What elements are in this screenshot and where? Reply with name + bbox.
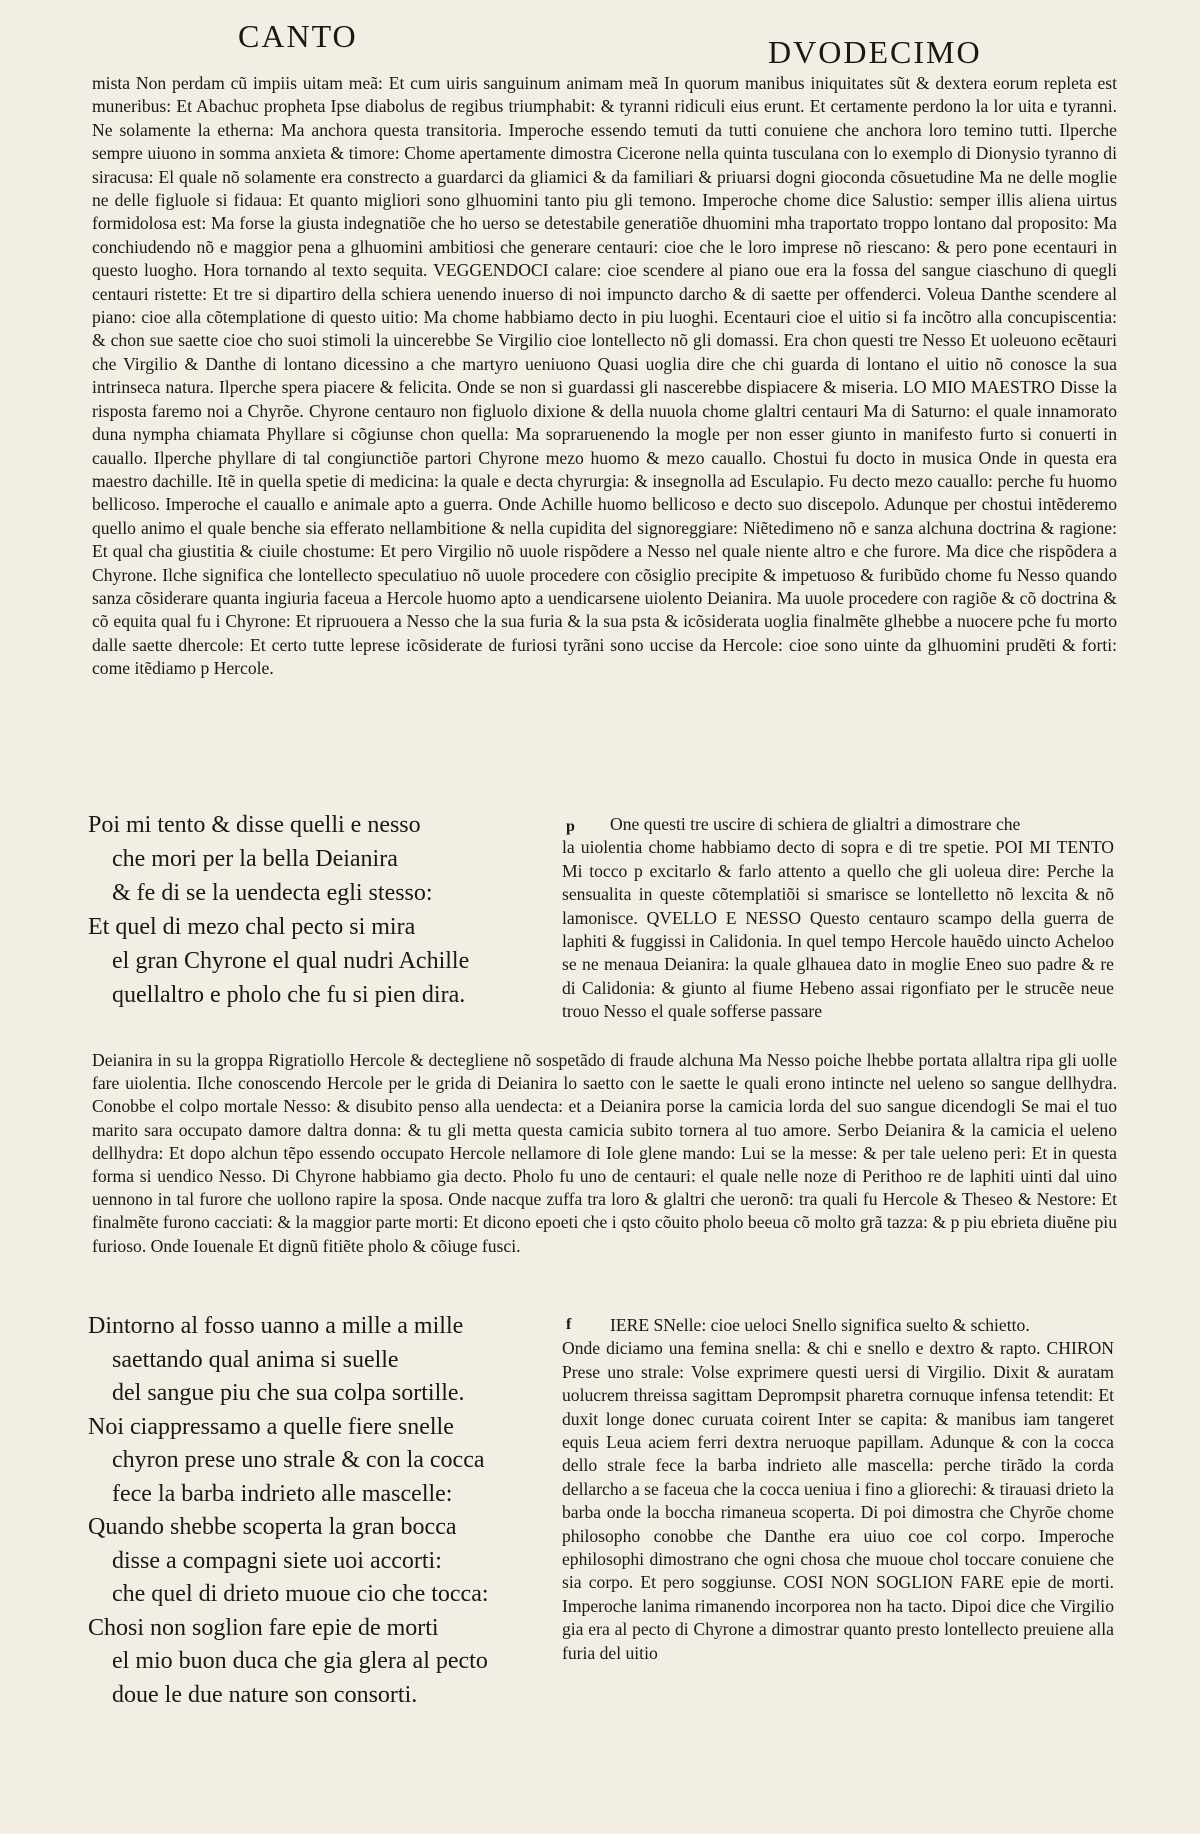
verse-line: fece la barba indrieto alle mascelle: xyxy=(112,1480,453,1507)
commentary-top-text: mista Non perdam cũ impiis uitam meã: Et cum uiris sanguinum animam meã In quorum manibus iniquitates sũt & dextera eorum repleta est muneribus: Et Abachuc propheta Ipse diabolus de regibus triumphabit: & tyranni ridiculi eius erunt. Et certamente perdono la lor uita e tyranni. Ne solamente la etherna: Ma anchora questa transitoria. Imperoche essendo temuti da tutti conuiene che anchora loro temino tutti. Ilperche sempre uiuono in somma anxieta & timore: Chome apertamente dimostra Cicerone nella quinta tusculana con lo exemplo di Dionysio tyranno di siracusa: El quale nõ solamente era constrecto a guardarci da gliamici & da familiari & priuarsi dogni gioconda cõsuetudine Ma ne delle moglie ne delle figluole si fidaua: Et quanto migliori sono glhuomini tanto piu gli temono. Imperoche chome dice Salustio: semper illis aliena uirtus formidolosa est: Ma forse la giusta indegnatiõe che ho uerso se detestabile generatiõe dhuomini mha traportato troppo lontano dal proposito: Ma conchiudendo nõ e maggior pena a glhuomini ambitiosi che generare centauri: cioe che le loro imprese nõ riescano: & pero pone ecentauri in questo luogho. Hora tornando al texto sequita. VEGGENDOCI calare: cioe scendere al piano oue era la fossa del sangue ciaschuno di quegli centauri ristette: Et tre si dipartiro della schiera uenendo inuerso di noi impuncto darcho & di saette per offenderci. Voleua Danthe scendere al piano: cioe alla cõtemplatione di questo uitio: Ma chome habbiamo decto in piu luoghi. Ecentauri cioe el uitio si fa incõtro alla concupiscentia: & chon sue saette cioe cho suoi stimoli la uincerebbe Se Virgilio cioe lontellecto nõ gli domassi. Era chon questi tre Nesso Et uoleuono ecẽtauri che Virgilio & Danthe di lontano dicessino a che martyro ueniuono Quasi uoglia dire che chi guarda di lontano el uitio nõ conosce la sua intrinseca natura. Ilperche spera piacere & felicita. Onde se non si guardassi gli nascerebbe dispiacere & miseria. LO MIO MAESTRO Disse la risposta faremo noi a Chyrõe. Chyrone centauro non figluolo dixione & della nuuola chome glaltri centauri Ma di Saturno: el quale innamorato duna nympha chiamata Phyllare si cõgiunse chon quella: Ma sopraruenendo la mogle per non esser giunto in manifesto furto si conuerti in cauallo. Ilperche phyllare di tal congiunctiõe partori Chyrone mezo huomo & mezo cauallo. Chostui fu docto in musica Onde in questa era maestro dachille. Itẽ in quella spetie di medicina: la quale e decta chyrurgia: & insegnolla ad Esculapio. Fu decto mezo cauallo: perche fu huomo bellicoso. Imperoche el cauallo e animale apto a guerra. Onde Achille huomo bellicoso e decto suo discepolo. Adunque per chostui intẽderemo quello animo el quale benche sia efferato nellambitione & nella cupidita del signoreggiare: Niẽtedimeno nõ e sanza alchuna doctrina & ragione: Et qual cha giustitia & ciuile chostume: Et pero Virgilio nõ uuole rispõdere a Nesso nel quale niente altro e che furore. Ma dice che rispõdera a Chyrone. Ilche significa che lontellecto speculatiuo nõ uuole procedere con cõsiglio precipite & impetuoso & furibũdo chome fu Nesso quando sanza cõsiderare quanta ingiuria faceua a Hercole huomo apto a uendicarsene uiolento Deianira. Ma uuole procedere con ragiõe & cõ doctrina & cõ equita qual fu i Chyrone: Et ripruouera a Nesso che la sua furia & la sua psta & icõsiderata uoglia finalmẽte glhebbe a nuocere pche fu morto dalle saette dhercole: Et certo tutte leprese icõsiderate de furiosi tyrãni sono uccise da Hercole: cioe sono uinte da glhuomini prudẽti & forti: come itẽdiamo p Hercole. xyxy=(92,73,1117,679)
verse-line: Et quel di mezo chal pecto si mira xyxy=(88,914,416,940)
guide-letter-f: f xyxy=(566,1316,572,1333)
verse-line: saettando qual anima si suelle xyxy=(112,1346,399,1373)
verse-line: el gran Chyrone el qual nudri Achille xyxy=(112,948,470,974)
verse-line: del sangue piu che sua colpa sortille. xyxy=(112,1380,465,1406)
commentary-middle-text: Deianira in su la groppa Rigratiollo Hercole & dectegliene nõ sospetãdo di fraude alchuna Ma Nesso poiche lhebbe portata allaltra ripa gli uolle fare uiolentia. Ilche conoscendo Hercole per le grida di Deianira lo saetto con le saette le quali erono intincte nel ueleno so sangue dellhydra. Conobbe el colpo mortale Nesso: & disubito penso alla uendecta: et a Deianira porse la camicia lorda del suo sangue dicendogli Se mai el tuo marito sara occupato damore daltra donna: & tu gli metta questa camicia subito tornera al tuo amore. Serbo Deianira & la camicia el ueleno dellhydra: Et dopo alchun tẽpo essendo occupato Hercole nellamore di Iole glene mando: Lui se la messe: & per tale ueleno peri: Et in questa forma si uendico Nesso. Di Chyrone habbiamo gia decto. Pholo fu uno de centauri: el quale nelle noze di Perithoo re de laphiti uinti dal uino uennono in tal furore che uollono rapire la sposa. Onde nacque zuffa tra loro & glaltri che ueronõ: tra quali fu Hercole & Theseo & Nestore: Et finalmẽte furono cacciati: & la maggior parte morti: Et dicono epoeti che i qsto cõuito pholo beeua cõ molto grã tazza: & p piu ebrieta diuẽne piu furioso. Onde Iouenale Et dignũ fitiẽte pholo & cõiuge fusci. xyxy=(92,1050,1117,1256)
verse-line: che quel di drieto muoue cio che tocca: xyxy=(112,1581,489,1607)
verse-line: Noi ciappressamo a quelle fiere snelle xyxy=(88,1413,454,1440)
verse-block-2 xyxy=(88,1310,558,1712)
verse-line: el mio buon duca che gia glera al pecto xyxy=(112,1648,488,1674)
gloss-text: la uiolentia chome habbiamo decto di sopra e di tre spetie. POI MI TENTO Mi tocco p excitarlo & farlo attento a quello che gli uoleua dire: Perche la sensualita in queste cõtemplatiõi si smarisce se lontelletto nõ lexcita & nõ lamonisce. QVELLO E NESSO Questo centauro scampo della guerra de laphiti & fuggissi in Calidonia. In quel tempo Hercole hauẽdo uincto Acheloo se ne menaua Deianira: la quale glhauea dato in moglie Eneo suo padre & re di Calidonia: & giunto al fiume Hebeno assai rigonfiato per le strucẽe neue trouo Nesso el quale sofferse passare xyxy=(562,837,1114,1022)
verse-line: chyron prese uno strale & con la cocca xyxy=(112,1447,485,1473)
running-head-canto-number: DVODECIMO xyxy=(768,34,982,70)
gloss-text: Onde diciamo una femina snella: & chi e snello e dextro & rapto. CHIRON Prese uno strale: Volse exprimere questi uersi di Virgilio. Dixit & auratam uolucrem threissa sagittam Deprompsit pharetra cornuque infensa tetendit: Et duxit longe donec curuata coirent Inter se capita: & manibus iam tangeret equis Leua aciem ferri dextra neruoque papillam. Adunque & con la cocca dello strale fece la barba indrieto alle mascella: perche tirãdo la corda dellarcho a se faceua che la cocca ueniua i fino a gliorechi: & tirauasi drieto la barba onde la boccha rimaneua scoperta. Di poi dimostra che Chyrõe chome philosopho conobbe che Danthe era uiuo coe col corpo. Imperoche ephilosophi dimostrano che ogni chosa che muoue chol toccare conuiene che sia corpo. Et pero soggiunse. COSI NON SOGLION FARE epie de morti. Imperoche lanima rimanendo incorporea non ha tacto. Dipoi dice che Virgilio gia era al pecto di Chyrone a dimostrar quanto presto lontellecto preuiene alla furia del uitio xyxy=(562,1338,1114,1663)
verse-block-1 xyxy=(88,808,558,1012)
verse-line: quellaltro e pholo che fu si pien dira. xyxy=(112,982,466,1008)
commentary-middle xyxy=(92,1049,1117,1258)
commentary-top xyxy=(92,72,1117,681)
verse-line: disse a compagni siete uoi accorti: xyxy=(112,1547,442,1574)
gloss-block-1 xyxy=(562,813,1114,1024)
running-head-canto: CANTO xyxy=(238,18,358,54)
verse-line: Dintorno al fosso uanno a mille a mille xyxy=(88,1313,464,1339)
gloss-first-line: IERE SNelle: cioe ueloci Snello significa suelto & schietto. xyxy=(610,1315,1030,1335)
gloss-block-2 xyxy=(562,1314,1114,1665)
verse-line: Quando shebbe scoperta la gran bocca xyxy=(88,1514,457,1540)
verse-line: che mori per la bella Deianira xyxy=(112,846,398,872)
running-head xyxy=(0,14,1200,70)
verse-line: doue le due nature son consorti. xyxy=(112,1681,418,1708)
guide-letter-p: p xyxy=(566,818,575,835)
verse-line: Chosi non soglion fare epie de morti xyxy=(88,1614,439,1641)
verse-line: Poi mi tento & disse quelli e nesso xyxy=(88,812,421,838)
gloss-first-line: One questi tre uscire di schiera de glialtri a dimostrare che xyxy=(610,814,1021,834)
verse-line: & fe di se la uendecta egli stesso: xyxy=(112,880,433,906)
